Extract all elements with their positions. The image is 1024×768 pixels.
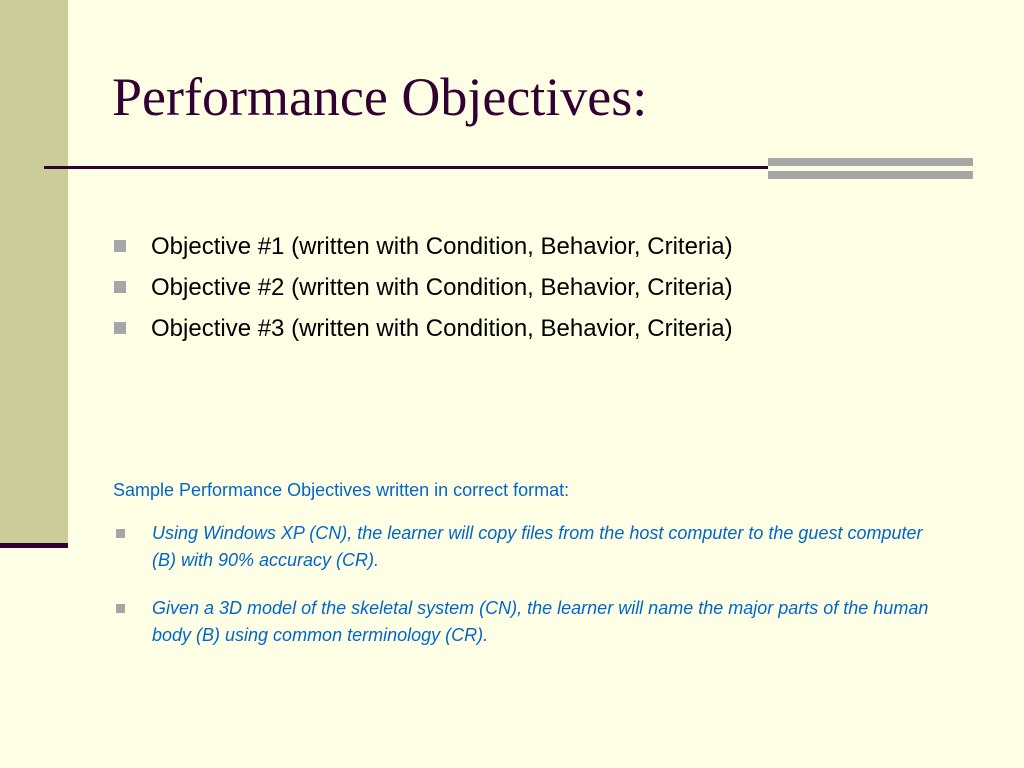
left-decorative-band xyxy=(0,0,68,545)
sample-objectives-list xyxy=(116,520,946,670)
left-band-rule xyxy=(0,543,68,548)
objective-item xyxy=(114,267,733,308)
objective-text: Objective #2 (written with Condition, Behavior, Criteria) xyxy=(151,274,733,301)
slide-title: Performance Objectives: xyxy=(112,67,648,127)
sample-text: Given a 3D model of the skeletal system (CN), the learner will name the major parts of the human body (B) using common terminology (CR). xyxy=(152,598,929,645)
sample-item xyxy=(116,595,946,649)
title-accent-bar-bottom xyxy=(768,171,973,179)
objective-text: Objective #1 (written with Condition, Behavior, Criteria) xyxy=(151,233,733,260)
square-bullet-icon xyxy=(114,240,126,252)
title-accent-bar-top xyxy=(768,158,973,166)
sample-text: Using Windows XP (CN), the learner will copy files from the host computer to the guest computer (B) with 90% accuracy (CR). xyxy=(152,523,923,570)
square-bullet-icon xyxy=(114,281,126,293)
sample-heading: Sample Performance Objectives written in correct format: xyxy=(113,480,570,500)
title-divider xyxy=(44,166,768,169)
square-bullet-icon xyxy=(114,322,126,334)
square-bullet-icon xyxy=(116,604,125,613)
square-bullet-icon xyxy=(116,529,125,538)
sample-item xyxy=(116,520,946,574)
objective-item xyxy=(114,308,733,349)
objective-item xyxy=(114,226,733,267)
objectives-list xyxy=(114,226,733,349)
objective-text: Objective #3 (written with Condition, Behavior, Criteria) xyxy=(151,315,733,342)
